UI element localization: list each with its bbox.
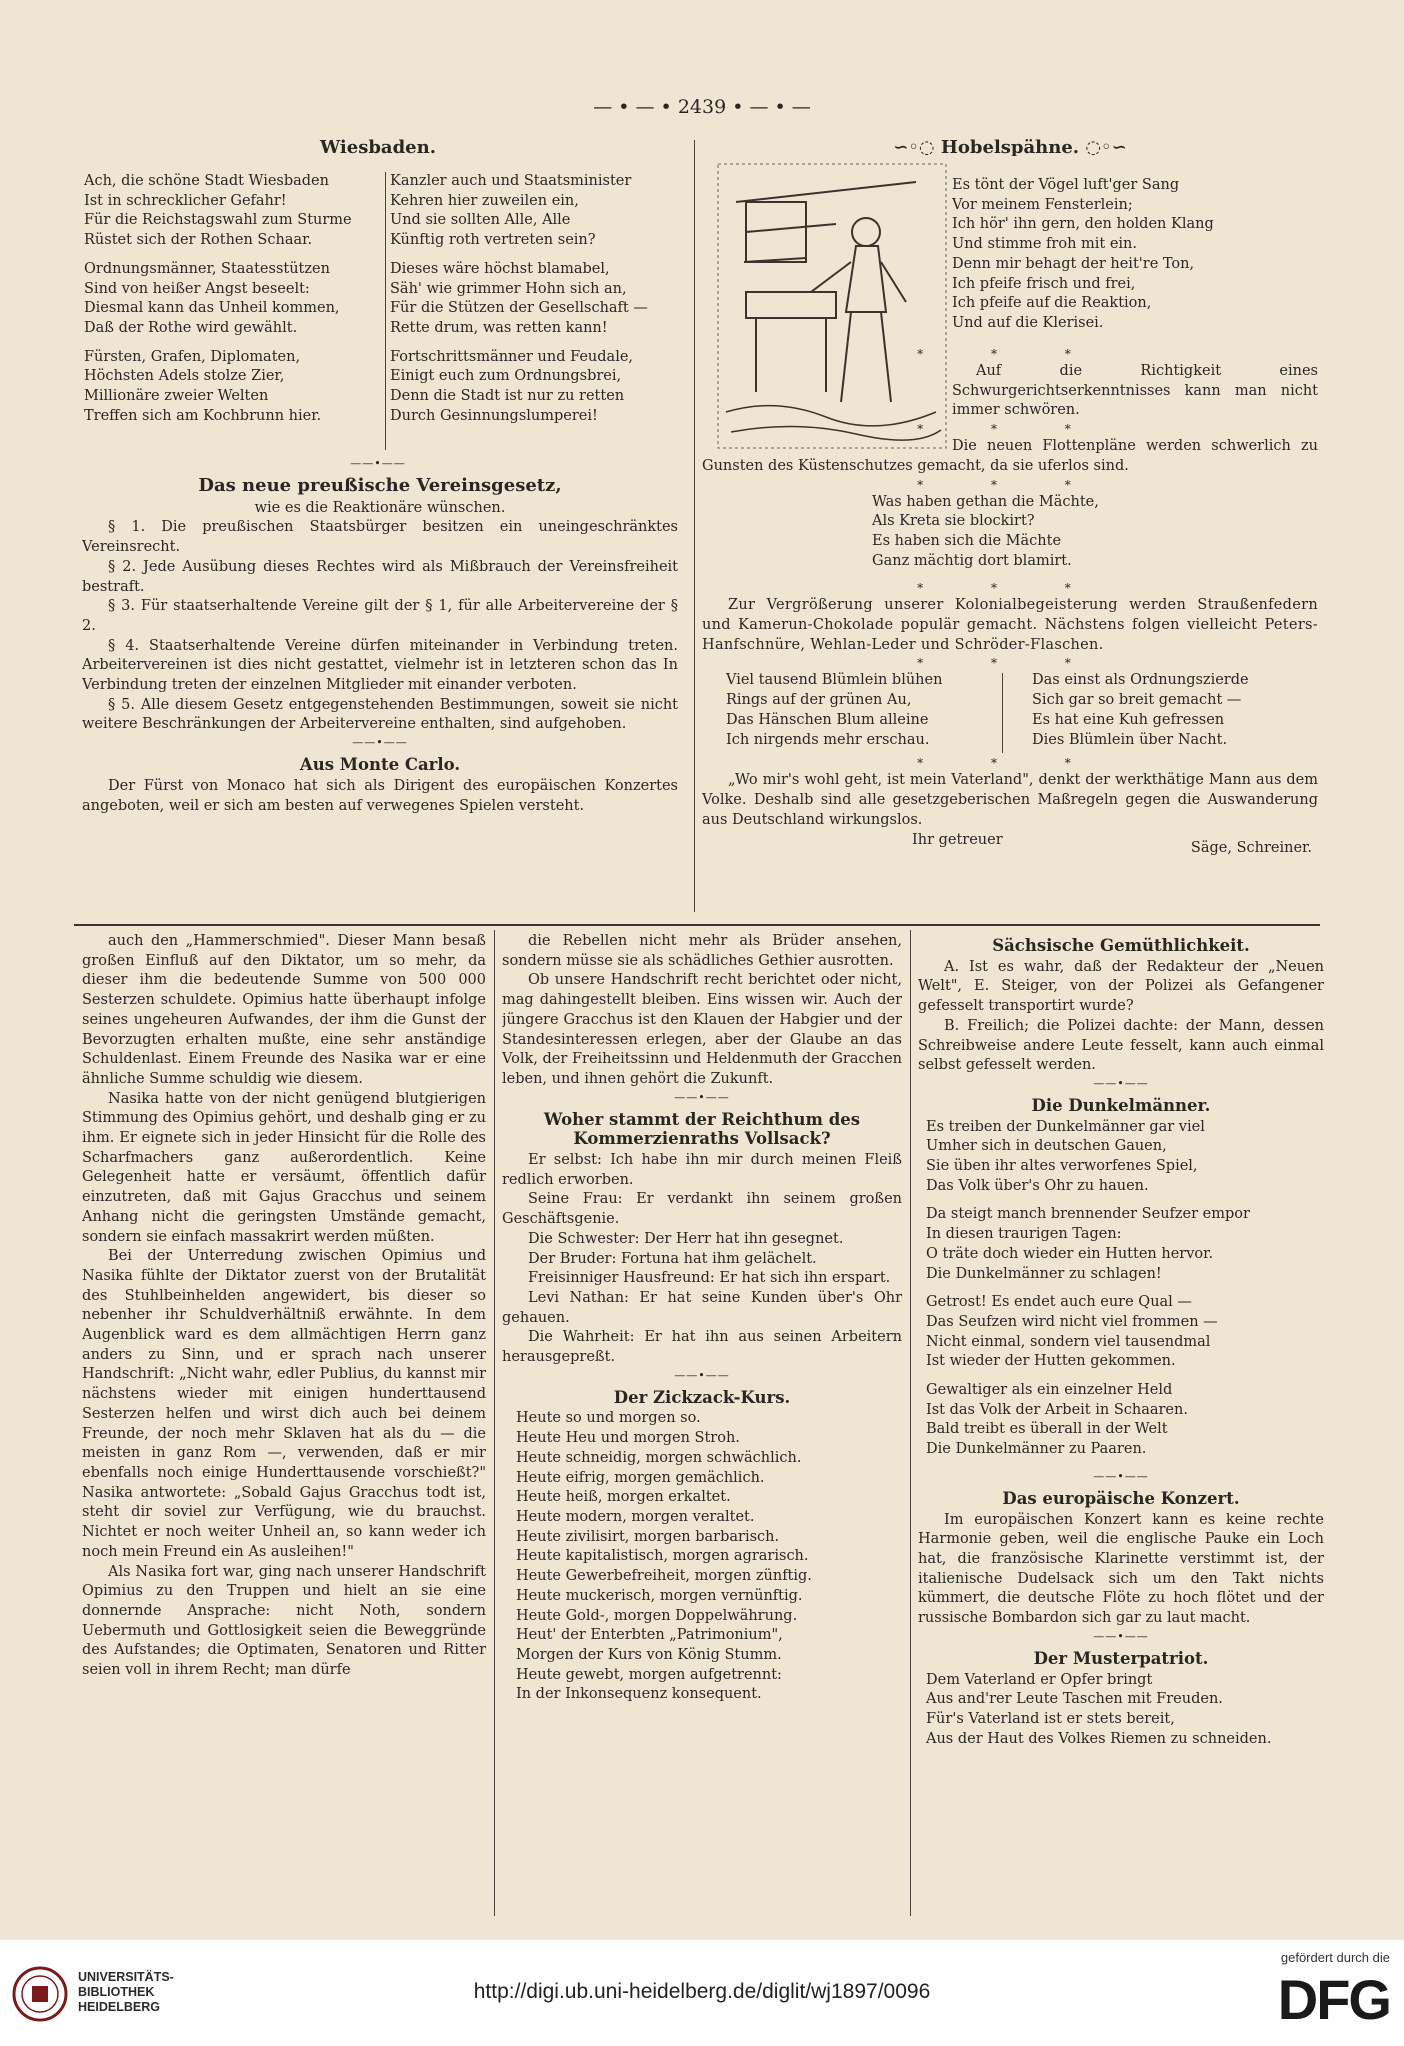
poem-line: Heute kapitalistisch, morgen agrarisch. — [516, 1548, 809, 1565]
dunkel-title: Die Dunkelmänner. — [1031, 1095, 1211, 1115]
konzert-text: Im europäischen Konzert kann es keine rechte Harmonie geben, weil die englische Pauke ein Loch hat, die französische Klarinette verstimmt ist, der italienische Dudelsack sich um den Takt nichts kümmert, die deutsche Flöte zu hoch flötet und der russische Bombardon sich gar zu laut macht. — [918, 1511, 1324, 1627]
monte-carlo-title: Aus Monte Carlo. — [299, 755, 461, 775]
vollsack-item: Die Schwester: Der Herr hat ihn gesegnet. — [528, 1230, 844, 1247]
poem-line: Heute Gold-, morgen Doppelwährung. — [516, 1607, 798, 1624]
vollsack-item: Er selbst: Ich habe ihn mir durch meinen Fleiß redlich erworben. — [502, 1152, 902, 1188]
poem-line: Ist wieder der Hutten gekommen. — [926, 1353, 1176, 1370]
hobelspaehne-item-1: Auf die Richtigkeit eines Schwurgerichtserkenntnisses kann man nicht immer schwören. — [952, 363, 1318, 419]
column-2: die Rebellen nicht mehr als Brüder ansehen, sondern müsse sie als schädliches Gethier ausrotten. Ob unsere Handschrift recht berichtet oder nicht, mag dahingestellt bleiben. Eins wissen wir. Auch der jüngere Gracchus ist den Klauen der Habgier und der Standesinteressen erlegen, aber der Glaube an das Volk, der Freiheitssinn und Heldenmuth der Gracchen leben, und ihnen gehört die Zukunft. ——•—— Woher stammt der Reichthum des Kommerzienraths Vollsack? Er selbst: Ich habe ihn mir durch meinen Fleiß redlich erworben. Seine Frau: Er verdankt ihn seinem großen Geschäftsgenie. Die Schwester: Der Herr hat ihn gesegnet. Der Bruder: Fortuna hat ihm gelächelt. Freisinniger Hausfreund: Er hat sich ihn erspart. Levi Nathan: Er hat seine Kunden über's Ohr gehauen. Die Wahrheit: Er hat ihn aus seinen Arbeitern herausgepreßt. ——•—— Der Zickzack-Kurs. Heute so und morgen so. Heute Heu und morgen Stroh. Heute schneidig, morgen schwächlich. Heute eifrig, morgen gemächlich. Heute heiß, morgen erkaltet. Heute modern, morgen veraltet. Heute zivilisirt, morgen barbarisch. Heute kapitalistisch, morgen agrarisch. Heute Gewerbefreiheit, morgen zünftig. Heute muckerisch, morgen vernünftig. Heute Gold-, morgen Doppelwährung. Heut' der Enterbten „Patrimonium", Morgen der Kurs von König Stumm. Heute gewebt, morgen aufgetrennt: In der Inkonsequenz konsequent. — [502, 932, 902, 1918]
poem-line: Heute muckerisch, morgen vernünftig. — [516, 1587, 803, 1604]
column-1 — [82, 932, 486, 1918]
poem-stanza — [390, 260, 678, 339]
wiesbaden-article — [78, 136, 678, 456]
page-number: — • — • 2439 • — • — — [593, 96, 811, 118]
poem-line: Vor meinem Fensterlein; — [952, 196, 1133, 213]
monte-carlo-text: Der Fürst von Monaco hat sich als Dirigent des europäischen Konzertes angeboten, weil er sich am besten auf verwegenes Spielen versteht. — [82, 777, 678, 814]
article-paragraph: Als Nasika fort war, ging nach unserer Handschrift Opimius zu den Truppen und hielt an sie eine donnernde Ansprache: nicht Noth, sondern Uebermuth und Gottlosigkeit seien die Beweggründe des Aufstandes; die Optimaten, Senatoren und Ritter seien voll in ihrem Recht; man dürfe — [82, 1563, 486, 1679]
ornament: ——•—— — [350, 457, 406, 470]
gemuth-b: B. Freilich; die Polizei dachte: der Mann, dessen Schreibweise andere Leute fesselt, kann auch einmal selbst gefesselt werden. — [918, 1017, 1324, 1074]
poem-stanza — [84, 260, 374, 339]
poem-line: Treffen sich am Kochbrunn hier. — [84, 407, 322, 424]
wiesbaden-left-column — [84, 172, 374, 435]
poem-line: Dieses wäre höchst blamabel, — [390, 260, 610, 277]
poem-line: Das Seufzen wird nicht viel frommen — — [926, 1313, 1218, 1330]
hobelspaehne-header: ∽◦◌ Hobelspähne. ◌◦∽ — [893, 137, 1127, 156]
poem-line: Die Dunkelmänner zu Paaren. — [926, 1441, 1147, 1458]
konzert-title: Das europäische Konzert. — [1002, 1488, 1240, 1508]
poem-stanza — [926, 1381, 1324, 1460]
poem-line: Heute schneidig, morgen schwächlich. — [516, 1449, 802, 1466]
vereinsgesetz-title: Das neue preußische Vereinsgesetz, — [198, 475, 562, 496]
poem-line: Was haben gethan die Mächte, — [872, 493, 1099, 510]
poem-line: Heute Heu und morgen Stroh. — [516, 1430, 740, 1447]
poem-line: Ach, die schöne Stadt Wiesbaden — [84, 173, 329, 189]
poem-line: Sie üben ihr altes verworfenes Spiel, — [926, 1158, 1198, 1175]
poem-line: Heute modern, morgen veraltet. — [516, 1508, 755, 1525]
article-paragraph: Nasika hatte von der nicht genügend blutgierigen Stimmung des Opimius gehört, und deshalb ging er zu ihm. Er eignete sich in jeder Hinsicht für die Rolle des Scharfmachers ganz außerordentlich. Keine Gelegenheit hatte er versäumt, öffentlich dafür einzutreten, daß mit Gajus Gracchus und seinem Anhang nicht die geringsten Umstände gemacht, sondern sie einfach massakrirt werden müßten. — [82, 1090, 486, 1245]
poem-line: Ordnungsmänner, Staatesstützen — [84, 260, 330, 277]
law-paragraph: § 3. Für staatserhaltende Vereine gilt der § 1, für alle Arbeitervereine der § 2. — [82, 598, 678, 634]
poem-line: Nicht einmal, sondern viel tausendmal — [926, 1333, 1211, 1350]
poem-line: Dem Vaterland er Opfer bringt — [926, 1671, 1153, 1688]
poem-line: Für die Reichstagswahl zum Sturme — [84, 212, 352, 229]
poem-line: Durch Gesinnungslumperei! — [390, 407, 598, 424]
law-paragraph: § 1. Die preußischen Staatsbürger besitzen ein uneingeschränktes Vereinsrecht. — [82, 519, 678, 556]
vereinsgesetz-article — [82, 474, 678, 824]
poem-line: Ich pfeife auf die Reaktion, — [952, 295, 1152, 312]
poem-line: Diesmal kann das Unheil kommen, — [84, 300, 340, 317]
article-paragraph: die Rebellen nicht mehr als Brüder ansehen, sondern müsse sie als schädliches Gethier ausrotten. — [502, 933, 902, 969]
gemuth-title: Sächsische Gemüthlichkeit. — [992, 936, 1250, 955]
poem-line: Als Kreta sie blockirt? — [872, 513, 1035, 530]
poem-line: Aus and'rer Leute Taschen mit Freuden. — [926, 1691, 1223, 1708]
wiesbaden-title: Wiesbaden. — [320, 137, 436, 158]
top-divider — [694, 140, 695, 912]
poem-line: Heute eifrig, morgen gemächlich. — [516, 1469, 765, 1486]
poem-line: Daß der Rothe wird gewählt. — [84, 319, 298, 336]
poem-stanza — [84, 348, 374, 427]
zickzack-title: Der Zickzack-Kurs. — [613, 1387, 791, 1407]
poem-line: Heute zivilisirt, morgen barbarisch. — [516, 1528, 780, 1545]
vollsack-item: Freisinniger Hausfreund: Er hat sich ihn erspart. — [528, 1270, 891, 1287]
poem-line: Dies Blümlein über Nacht. — [1032, 731, 1228, 748]
poem-line: Heut' der Enterbten „Patrimonium", — [516, 1627, 783, 1644]
poem-line: Rette drum, was retten kann! — [390, 319, 608, 336]
poem-line: Das Volk über's Ohr zu hauen. — [926, 1177, 1149, 1194]
poem-line: Morgen der Kurs von König Stumm. — [516, 1646, 782, 1663]
poem-line: Ist in schrecklicher Gefahr! — [84, 192, 287, 209]
hobelspaehne-poem-2 — [702, 493, 1318, 572]
poem-line: Es tönt der Vögel luft'ger Sang — [952, 177, 1180, 193]
poem-line: Und auf die Klerisei. — [952, 314, 1104, 331]
vollsack-item: Die Wahrheit: Er hat ihn aus seinen Arbeitern herausgepreßt. — [502, 1329, 902, 1366]
poem-line: Bald treibt es überall in der Welt — [926, 1421, 1168, 1438]
poem-line: Es treiben der Dunkelmänner gar viel — [926, 1118, 1205, 1135]
poem-line: Denn die Stadt ist nur zu retten — [390, 388, 625, 405]
poem-line: Heute Gewerbefreiheit, morgen zünftig. — [516, 1568, 812, 1585]
poem-stanza — [84, 172, 374, 251]
ornament: ——•—— — [352, 736, 408, 750]
law-paragraph: § 2. Jede Ausübung dieses Rechtes wird als Mißbrauch der Vereinsfreiheit bestraft. — [82, 558, 678, 595]
poem-line: Millionäre zweier Welten — [84, 388, 269, 405]
hobelspaehne-poem — [952, 176, 1282, 366]
poem-line: Einigt euch zum Ordnungsbrei, — [390, 368, 622, 385]
poem-line: Für's Vaterland ist er stets bereit, — [926, 1710, 1175, 1727]
poem-line: Für die Stützen der Gesellschaft — — [390, 300, 648, 317]
poem-line: In der Inkonsequenz konsequent. — [516, 1686, 762, 1703]
patriot-title: Der Musterpatriot. — [1033, 1648, 1209, 1668]
poem-line: Ich nirgends mehr erschau. — [726, 731, 930, 748]
poem-line: Es hat eine Kuh gefressen — [1032, 711, 1225, 728]
hobelspaehne-signoff: Ihr getreuer Säge, Schreiner. — [912, 831, 1312, 856]
hobelspaehne-title: Hobelspähne. — [940, 137, 1080, 156]
poem-line: Rings auf der grünen Au, — [726, 692, 912, 709]
poem-line: Höchsten Adels stolze Zier, — [84, 368, 285, 385]
poem-line: Ganz mächtig dort blamirt. — [872, 552, 1072, 569]
hobelspaehne-item-4: „Wo mir's wohl geht, ist mein Vaterland", denkt der werkthätige Mann aus dem Volke. Deshalb sind alle gesetzgeberischen Maßregeln gegen die Auswanderung aus Deutschland wirkungslos. — [702, 772, 1318, 828]
column-3: Sächsische Gemüthlichkeit. A. Ist es wahr, daß der Redakteur der „Neuen Welt", E. Steiger, von der Polizei als Gefangener gefesselt transportirt wurde? B. Freilich; die Polizei dachte: der Mann, dessen Schreibweise andere Leute fesselt, kann auch einmal selbst gefesselt werden. ——•—— Die Dunkelmänner. Es treiben der Dunkelmänner gar viel Umher sich in deutschen Gauen, Sie üben ihr altes verworfenes Spiel, Das Volk über's Ohr zu hauen. Da steigt manch brennender Seufzer empor In diesen traurigen Tagen: O träte doch wieder ein Hutten hervor. Die Dunkelmänner zu schlagen! Getrost! Es endet auch eure Qual — Das Seufzen wird nicht viel frommen — Nicht einmal, sondern viel tausendmal Ist wieder der Hutten gekommen. Gewaltiger als ein einzelner Held Ist das Volk der Arbeit in Schaaren. Bald treibt es überall in der Welt Die Dunkelmänner zu Paaren. ——•—— Das europäische Konzert. Im europäischen Konzert kann es keine rechte Harmonie geben, weil die englische Pauke ein Loch hat, die französische Klarinette verstimmt ist, der italienische Dudelsack sich um den Takt nichts kümmert, die deutsche Flöte zu hoch flötet und der russische Bombardon sich gar zu laut macht. ——•—— Der Musterpatriot. Dem Vaterland er Opfer bringt Aus and'rer Leute Taschen mit Freuden. Für's Vaterland ist er stets bereit, Aus der Haut des Volkes Riemen zu schneiden. — [918, 932, 1324, 1918]
poem-line: Ich pfeife frisch und frei, — [952, 275, 1136, 292]
poem-line: Sind von heißer Angst beseelt: — [84, 280, 310, 297]
poem-line: Säh' wie grimmer Hohn sich an, — [390, 280, 627, 297]
poem-line: Künftig roth vertreten sein? — [390, 232, 596, 249]
law-paragraph: § 5. Alle diesem Gesetz entgegenstehenden Bestimmungen, soweit sie nicht weitere Beschränkungen der Arbeitervereine enthalten, sind aufgehoben. — [82, 696, 678, 733]
hobelspaehne-poem-3 — [702, 671, 1318, 755]
poem-line: Kanzler auch und Staatsminister — [390, 173, 632, 189]
poem-line: Das einst als Ordnungszierde — [1032, 672, 1249, 689]
poem-line: O träte doch wieder ein Hutten hervor. — [926, 1245, 1214, 1262]
poem-line: Ist das Volk der Arbeit in Schaaren. — [926, 1401, 1188, 1418]
poem-line: Aus der Haut des Volkes Riemen zu schneiden. — [926, 1730, 1272, 1747]
poem-stanza — [926, 1118, 1324, 1197]
article-paragraph: Ob unsere Handschrift recht berichtet oder nicht, mag dahingestellt bleiben. Eins wissen wir. Auch der jüngere Gracchus ist den Klauen der Habgier und der Standesinteressen erlegen, aber der Glaube an das Volk, der Freiheitssinn und Heldenmuth der Gracchen leben, und ihnen gehört die Zukunft. — [502, 972, 902, 1087]
poem-line: Rüstet sich der Rothen Schaar. — [84, 232, 313, 249]
vollsack-item: Der Bruder: Fortuna hat ihm gelächelt. — [528, 1250, 817, 1267]
poem-line: Getrost! Es endet auch eure Qual — — [926, 1294, 1192, 1311]
vollsack-item: Levi Nathan: Er hat seine Kunden über's Ohr gehauen. — [502, 1289, 902, 1326]
footer-bar — [0, 1940, 1404, 2046]
poem-line: Fortschrittsmänner und Feudale, — [390, 348, 634, 365]
article-paragraph: Bei der Unterredung zwischen Opimius und Nasika fühlte der Diktator zuerst von der Brutalität des Stuhlbeinhelden angewidert, bis dieser so nebenher ihr Schuldverhältniß erwähnte. In dem Augenblick ward es dem allmächtigen Herrn ganz anders zu Sinn, und er sprach nach unserer Handschrift: „Nicht wahr, edler Publius, du kannst mir nächstens wieder mit einigen hunderttausend Sesterzen helfen und wirst dich auch bei deinem Freunde, der noch mehr Sklaven hat als du — die meisten in ganz Rom —, verwenden, daß er mir ebenfalls noch einige Hunderttausende vorschießt?" Nasika antwortete: „Sobald Gajus Gracchus todt ist, steht dir soviel zur Verfügung, wie du brauchst. Nichtet er noch weiter Unheil an, so kann weder ich noch mein Freund ein As ausleihen!" — [82, 1248, 486, 1560]
source-url-link[interactable]: http://digi.ub.uni-heidelberg.de/diglit/wj1897/0096 — [473, 1980, 931, 2003]
poem-line: Es haben sich die Mächte — [872, 532, 1062, 549]
poem-line: Die Dunkelmänner zu schlagen! — [926, 1265, 1162, 1282]
section-rule — [74, 924, 1320, 926]
poem-stanza — [390, 348, 678, 427]
funding-text: gefördert durch die — [1280, 1950, 1390, 1965]
poem-line: Sich gar so breit gemacht — — [1032, 692, 1242, 709]
dfg-logo[interactable]: DFG — [1277, 1968, 1390, 2031]
poem-line: Umher sich in deutschen Gauen, — [926, 1138, 1167, 1155]
vollsack-title: Woher stammt der Reichthum des Kommerzienraths Vollsack? — [543, 1109, 861, 1149]
poem-line: Heute gewebt, morgen aufgetrennt: — [516, 1666, 782, 1683]
poem-line: Da steigt manch brennender Seufzer empor — [926, 1206, 1250, 1223]
poem-stanza — [926, 1293, 1324, 1372]
wiesbaden-right-column — [390, 172, 678, 435]
poem-line: Gewaltiger als ein einzelner Held — [926, 1382, 1173, 1399]
gemuth-a: A. Ist es wahr, daß der Redakteur der „Neuen Welt", E. Steiger, von der Polizei als Gefangener gefesselt transportirt wurde? — [918, 958, 1324, 1015]
poem-line: Heute so und morgen so. — [516, 1410, 701, 1427]
poem-line: Fürsten, Grafen, Diplomaten, — [84, 348, 301, 365]
university-name: UNIVERSITÄTS- BIBLIOTHEK HEIDELBERG — [78, 1970, 174, 2014]
hobelspaehne-item-2: Die neuen Flottenpläne werden schwerlich zu Gunsten des Küstenschutzes gemacht, da sie uferlos sind. — [702, 438, 1318, 474]
poem-line: Denn mir behagt der heit're Ton, — [952, 255, 1195, 272]
poem-line: Viel tausend Blümlein blühen — [726, 672, 943, 689]
poem-line: Heute heiß, morgen erkaltet. — [516, 1489, 731, 1506]
poem-stanza — [926, 1205, 1324, 1284]
poem-line: Kehren hier zuweilen ein, — [390, 192, 579, 209]
poem-line: In diesen traurigen Tagen: — [926, 1226, 1122, 1243]
hobelspaehne-item-3: Zur Vergrößerung unserer Kolonialbegeisterung werden Straußenfedern und Kamerun-Chokolade populär gemacht. Nächstens folgen vielleicht Peters-Hanfschnüre, Wehlan-Leder und Schröder-Flaschen. — [702, 597, 1318, 653]
poem-stanza — [390, 172, 678, 251]
vereinsgesetz-subtitle: wie es die Reaktionäre wünschen. — [254, 499, 506, 516]
column-divider — [910, 930, 911, 1916]
poem-line: Ich hör' ihn gern, den holden Klang — [952, 216, 1214, 233]
vollsack-item: Seine Frau: Er verdankt ihn seinem großen Geschäftsgenie. — [502, 1191, 902, 1228]
hobelspaehne-items: * * * Auf die Richtigkeit eines Schwurgerichtserkenntnisses kann man nicht immer schwören. * * * Die neuen Flottenpläne werden schwerlich zu Gunsten des Küstenschutzes gemacht, da sie uferlos sind. * * * Was haben gethan die Mächte, Als Kreta sie blockirt? Es haben sich die Mächte Ganz mächtig dort blamirt. * * * Zur Vergrößerung unserer Kolonialbegeisterung werden Straußenfedern und Kamerun-Chokolade populär gemacht. Nächstens folgen vielleicht Peters-Hanfschnüre, Wehlan-Leder und Schröder-Flaschen. * * * Viel tausend Blümlein blühen Rings auf der grünen Au, Das Hänschen Blum alleine Ich nirgends mehr erschau. Das einst als Ordnungszierde Sich gar so breit gemacht — Es hat eine Kuh gefressen Dies Blümlein über Nacht. * * * „Wo mir's wohl geht, ist mein Vaterland", denkt der werkthätige Mann aus dem Volke. Deshalb sind alle gesetzgeberischen Maßregeln gegen die Auswanderung aus Deutschland wirkungslos. Ihr getreuer Säge, Schreiner. — [702, 347, 1318, 856]
column-divider — [494, 930, 495, 1916]
poem-divider — [385, 172, 386, 450]
poem-line: Und stimme froh mit ein. — [952, 236, 1138, 253]
poem-line: Und sie sollten Alle, Alle — [390, 212, 571, 229]
law-paragraph: § 4. Staatserhaltende Vereine dürfen miteinander in Verbindung treten. Arbeitervereinen ist dies nicht gestattet, vielmehr ist in letzteren schon das In Verbindung treten der einzelnen Mitglieder mit einander verboten. — [82, 637, 678, 694]
poem-line: Das Hänschen Blum alleine — [726, 711, 929, 728]
article-paragraph: auch den „Hammerschmied". Dieser Mann besaß großen Einfluß auf den Diktator, um so mehr, da dieser ihm die bedeutende Summe von 500 000 Sesterzen schuldete. Opimius hatte überhaupt infolge seines ungeheuren Aufwandes, der ihm die Gunst der Bevorzugten erhalten mußte, eine sehr anständige Schuldenlast. Einem Freunde des Nasika war er eine ähnliche Summe schuldig wie diesem. — [82, 933, 486, 1087]
